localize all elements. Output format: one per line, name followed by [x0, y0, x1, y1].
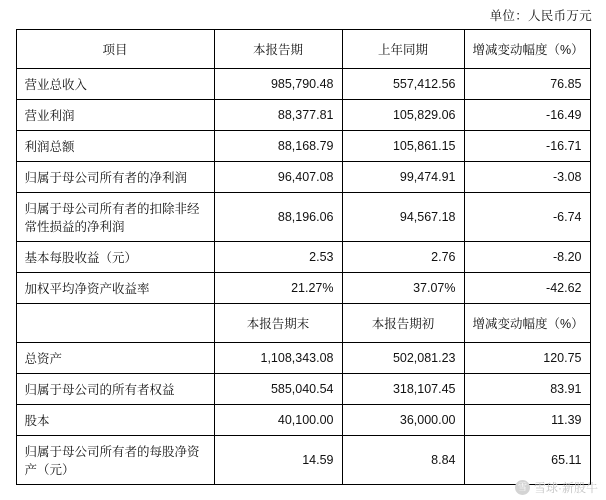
column-header-period-begin: 本报告期初 — [342, 304, 464, 343]
row-change-value: 120.75 — [464, 343, 590, 374]
row-label: 利润总额 — [16, 131, 214, 162]
row-change-value: -16.71 — [464, 131, 590, 162]
table-row — [16, 69, 590, 100]
financial-summary-table — [16, 29, 591, 485]
row-previous-value: 37.07% — [342, 273, 464, 304]
row-label: 加权平均净资产收益率 — [16, 273, 214, 304]
unit-note: 单位：人民币万元 — [489, 9, 592, 23]
row-current-value: 1,108,343.08 — [214, 343, 342, 374]
row-current-value: 585,040.54 — [214, 374, 342, 405]
watermark-label: 雪球·新股牛 — [534, 481, 598, 495]
row-current-value: 21.27% — [214, 273, 342, 304]
row-previous-value: 8.84 — [342, 436, 464, 485]
row-label: 基本每股收益（元） — [16, 242, 214, 273]
row-previous-value: 502,081.23 — [342, 343, 464, 374]
table-row — [16, 100, 590, 131]
row-previous-value: 99,474.91 — [342, 162, 464, 193]
row-label: 总资产 — [16, 343, 214, 374]
watermark — [515, 479, 598, 496]
row-current-value: 985,790.48 — [214, 69, 342, 100]
row-change-value: 83.91 — [464, 374, 590, 405]
row-current-value: 14.59 — [214, 436, 342, 485]
row-label: 归属于母公司所有者的扣除非经常性损益的净利润 — [16, 193, 214, 242]
row-label: 营业利润 — [16, 100, 214, 131]
table-header-row-period — [16, 30, 590, 69]
table-row — [16, 162, 590, 193]
row-current-value: 88,196.06 — [214, 193, 342, 242]
column-header-item: 项目 — [16, 30, 214, 69]
table-header-row-balance — [16, 304, 590, 343]
row-previous-value: 2.76 — [342, 242, 464, 273]
row-current-value: 2.53 — [214, 242, 342, 273]
row-previous-value: 36,000.00 — [342, 405, 464, 436]
column-header-change-rate: 增减变动幅度（%） — [464, 30, 590, 69]
table-row — [16, 405, 590, 436]
row-current-value: 40,100.00 — [214, 405, 342, 436]
column-header-current-period: 本报告期 — [214, 30, 342, 69]
row-previous-value: 557,412.56 — [342, 69, 464, 100]
row-label: 归属于母公司的所有者权益 — [16, 374, 214, 405]
row-previous-value: 105,861.15 — [342, 131, 464, 162]
row-current-value: 88,377.81 — [214, 100, 342, 131]
row-label: 归属于母公司所有者的每股净资产（元） — [16, 436, 214, 485]
row-previous-value: 94,567.18 — [342, 193, 464, 242]
column-header-blank — [16, 304, 214, 343]
row-change-value: -3.08 — [464, 162, 590, 193]
row-previous-value: 318,107.45 — [342, 374, 464, 405]
row-change-value: 11.39 — [464, 405, 590, 436]
row-label: 归属于母公司所有者的净利润 — [16, 162, 214, 193]
table-row — [16, 374, 590, 405]
row-current-value: 96,407.08 — [214, 162, 342, 193]
row-change-value: -6.74 — [464, 193, 590, 242]
table-row — [16, 343, 590, 374]
column-header-previous-period: 上年同期 — [342, 30, 464, 69]
row-change-value: 76.85 — [464, 69, 590, 100]
row-change-value: 65.11 — [464, 436, 590, 485]
watermark-logo-icon: 雪 — [515, 480, 530, 495]
row-change-value: -42.62 — [464, 273, 590, 304]
table-row — [16, 242, 590, 273]
row-previous-value: 105,829.06 — [342, 100, 464, 131]
table-row — [16, 273, 590, 304]
table-row — [16, 436, 590, 485]
row-label: 股本 — [16, 405, 214, 436]
row-change-value: -8.20 — [464, 242, 590, 273]
table-row — [16, 193, 590, 242]
row-current-value: 88,168.79 — [214, 131, 342, 162]
column-header-period-end: 本报告期末 — [214, 304, 342, 343]
row-label: 营业总收入 — [16, 69, 214, 100]
table-row — [16, 131, 590, 162]
column-header-change-rate-2: 增减变动幅度（%） — [464, 304, 590, 343]
row-change-value: -16.49 — [464, 100, 590, 131]
